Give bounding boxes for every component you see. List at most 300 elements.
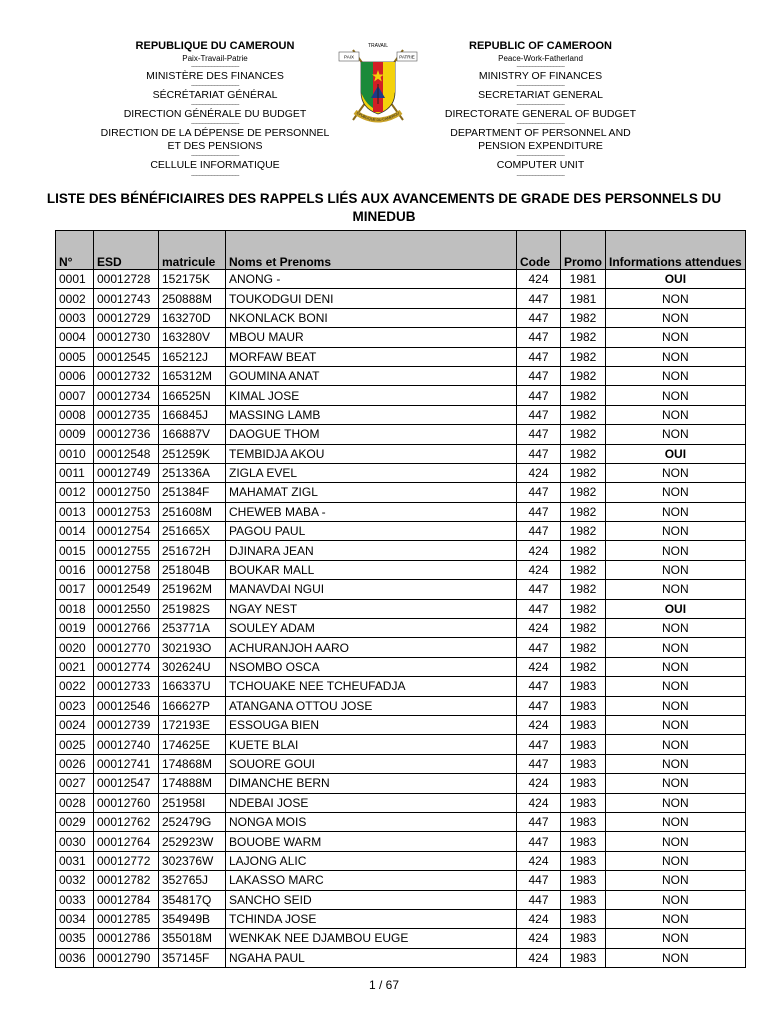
- cell-code: 447: [517, 483, 561, 502]
- cell-promo: 1982: [561, 619, 606, 638]
- column-header-info: Informations attendues: [606, 231, 746, 270]
- department-en: DEPARTMENT OF PERSONNEL AND PENSION EXPENDITURE: [450, 127, 631, 153]
- cell-number: 0036: [56, 948, 94, 967]
- cell-code: 447: [517, 502, 561, 521]
- cell-esd: 00012754: [94, 522, 159, 541]
- ministry-en: MINISTRY OF FINANCES: [478, 69, 603, 82]
- department-fr: DIRECTION DE LA DÉPENSE DE PERSONNEL ET DES PENSIONS: [100, 127, 330, 153]
- table-row: [56, 774, 746, 793]
- cell-matricule: 302624U: [159, 657, 226, 676]
- unit-en: COMPUTER UNIT: [496, 159, 585, 172]
- cell-matricule: 251384F: [159, 483, 226, 502]
- cell-name: LAKASSO MARC: [226, 871, 517, 890]
- table-row: [56, 812, 746, 831]
- cell-code: 447: [517, 599, 561, 618]
- cell-promo: 1982: [561, 347, 606, 366]
- cell-esd: 00012732: [94, 366, 159, 385]
- cell-promo: 1983: [561, 832, 606, 851]
- cell-matricule: 252479G: [159, 812, 226, 831]
- cell-esd: 00012772: [94, 851, 159, 870]
- cell-info: NON: [606, 560, 746, 579]
- cell-info: NON: [606, 871, 746, 890]
- cell-esd: 00012790: [94, 948, 159, 967]
- cell-number: 0025: [56, 735, 94, 754]
- cell-code: 447: [517, 735, 561, 754]
- cell-name: DIMANCHE BERN: [226, 774, 517, 793]
- cell-matricule: 166627P: [159, 696, 226, 715]
- cell-name: ANONG -: [226, 270, 517, 289]
- table-header-row: [56, 231, 746, 270]
- cell-esd: 00012736: [94, 425, 159, 444]
- cell-name: MAHAMAT ZIGL: [226, 483, 517, 502]
- cell-promo: 1983: [561, 715, 606, 734]
- cell-esd: 00012739: [94, 715, 159, 734]
- emblem-band-text: ÉPUBLIQUE DU CAMEROU: [355, 111, 401, 123]
- cell-promo: 1983: [561, 851, 606, 870]
- cell-promo: 1982: [561, 560, 606, 579]
- cell-info: NON: [606, 774, 746, 793]
- cell-matricule: 251336A: [159, 463, 226, 482]
- cell-info: NON: [606, 696, 746, 715]
- cell-code: 424: [517, 270, 561, 289]
- cell-promo: 1983: [561, 754, 606, 773]
- table-row: [56, 735, 746, 754]
- cell-name: LAJONG ALIC: [226, 851, 517, 870]
- cell-code: 424: [517, 541, 561, 560]
- cell-info: NON: [606, 405, 746, 424]
- cell-code: 447: [517, 444, 561, 463]
- cell-promo: 1982: [561, 366, 606, 385]
- cell-number: 0003: [56, 308, 94, 327]
- cell-name: ACHURANJOH AARO: [226, 638, 517, 657]
- separator: --------------------------------: [191, 121, 239, 128]
- cell-name: SANCHO SEID: [226, 890, 517, 909]
- cell-info: NON: [606, 735, 746, 754]
- table-row: [56, 599, 746, 618]
- cell-code: 424: [517, 657, 561, 676]
- cell-info: NON: [606, 832, 746, 851]
- table-row: [56, 657, 746, 676]
- table-row: [56, 580, 746, 599]
- cell-number: 0032: [56, 871, 94, 890]
- cell-number: 0012: [56, 483, 94, 502]
- cell-matricule: 166845J: [159, 405, 226, 424]
- cell-name: DAOGUE THOM: [226, 425, 517, 444]
- beneficiaries-table-container: [55, 230, 746, 968]
- cell-number: 0023: [56, 696, 94, 715]
- cell-matricule: 165212J: [159, 347, 226, 366]
- cell-matricule: 174625E: [159, 735, 226, 754]
- cell-esd: 00012550: [94, 599, 159, 618]
- table-row: [56, 463, 746, 482]
- cell-promo: 1983: [561, 793, 606, 812]
- cell-promo: 1982: [561, 483, 606, 502]
- cell-number: 0002: [56, 289, 94, 308]
- cell-info: NON: [606, 308, 746, 327]
- cell-matricule: 251672H: [159, 541, 226, 560]
- cell-promo: 1982: [561, 386, 606, 405]
- separator: --------------------------------: [516, 121, 565, 128]
- cell-name: TEMBIDJA AKOU: [226, 444, 517, 463]
- cell-info: NON: [606, 366, 746, 385]
- cell-name: TOUKODGUI DENI: [226, 289, 517, 308]
- cell-matricule: 251962M: [159, 580, 226, 599]
- cell-code: 447: [517, 405, 561, 424]
- cell-number: 0027: [56, 774, 94, 793]
- cell-info: NON: [606, 580, 746, 599]
- table-row: [56, 638, 746, 657]
- cell-promo: 1982: [561, 444, 606, 463]
- cell-name: MASSING LAMB: [226, 405, 517, 424]
- cell-info: NON: [606, 890, 746, 909]
- cell-code: 447: [517, 328, 561, 347]
- cell-info: NON: [606, 522, 746, 541]
- cell-number: 0017: [56, 580, 94, 599]
- cell-esd: 00012766: [94, 619, 159, 638]
- cell-name: NGAHA PAUL: [226, 948, 517, 967]
- cell-number: 0019: [56, 619, 94, 638]
- cell-name: NONGA MOIS: [226, 812, 517, 831]
- cell-number: 0028: [56, 793, 94, 812]
- cell-esd: 00012730: [94, 328, 159, 347]
- cell-promo: 1983: [561, 890, 606, 909]
- table-row: [56, 289, 746, 308]
- cell-matricule: 165312M: [159, 366, 226, 385]
- separator: --------------------------------: [191, 82, 239, 89]
- country-name-en: REPUBLIC OF CAMEROON: [469, 40, 612, 52]
- header-left-french: [95, 40, 335, 179]
- cell-matricule: 251958I: [159, 793, 226, 812]
- cell-esd: 00012758: [94, 560, 159, 579]
- table-row: [56, 832, 746, 851]
- cell-number: 0018: [56, 599, 94, 618]
- cell-esd: 00012785: [94, 909, 159, 928]
- directorate-en: DIRECTORATE GENERAL OF BUDGET: [444, 108, 637, 120]
- emblem-right-text: PATRIE: [399, 54, 415, 60]
- cell-number: 0026: [56, 754, 94, 773]
- cell-matricule: 250888M: [159, 289, 226, 308]
- cell-matricule: 251804B: [159, 560, 226, 579]
- cell-info: NON: [606, 425, 746, 444]
- cell-number: 0009: [56, 425, 94, 444]
- cameroon-coat-of-arms-icon: [333, 40, 423, 130]
- cell-esd: 00012750: [94, 483, 159, 502]
- cell-name: CHEWEB MABA -: [226, 502, 517, 521]
- separator: --------------------------------: [516, 172, 565, 179]
- cell-number: 0007: [56, 386, 94, 405]
- cell-number: 0020: [56, 638, 94, 657]
- table-row: [56, 444, 746, 463]
- cell-promo: 1982: [561, 308, 606, 327]
- cell-code: 424: [517, 463, 561, 482]
- table-row: [56, 715, 746, 734]
- cell-promo: 1982: [561, 405, 606, 424]
- header-right-english: [428, 40, 653, 179]
- cell-esd: 00012548: [94, 444, 159, 463]
- cell-number: 0034: [56, 909, 94, 928]
- separator: --------------------------------: [516, 102, 565, 108]
- cell-name: KUETE BLAI: [226, 735, 517, 754]
- cell-info: NON: [606, 715, 746, 734]
- page-number: 1 / 67: [368, 978, 400, 992]
- cell-esd: 00012549: [94, 580, 159, 599]
- cell-matricule: 152175K: [159, 270, 226, 289]
- table-row: [56, 619, 746, 638]
- table-row: [56, 871, 746, 890]
- cell-number: 0016: [56, 560, 94, 579]
- cell-promo: 1982: [561, 541, 606, 560]
- cell-promo: 1983: [561, 735, 606, 754]
- cell-name: MANAVDAI NGUI: [226, 580, 517, 599]
- table-row: [56, 929, 746, 948]
- cell-esd: 00012784: [94, 890, 159, 909]
- table-row: [56, 522, 746, 541]
- cell-code: 424: [517, 560, 561, 579]
- cell-info: NON: [606, 793, 746, 812]
- cell-number: 0010: [56, 444, 94, 463]
- cell-esd: 00012740: [94, 735, 159, 754]
- cell-name: BOUKAR MALL: [226, 560, 517, 579]
- cell-name: NGAY NEST: [226, 599, 517, 618]
- cell-code: 447: [517, 366, 561, 385]
- cell-matricule: 251982S: [159, 599, 226, 618]
- cell-code: 424: [517, 715, 561, 734]
- cell-number: 0004: [56, 328, 94, 347]
- cell-esd: 00012753: [94, 502, 159, 521]
- table-row: [56, 560, 746, 579]
- cell-code: 447: [517, 425, 561, 444]
- separator: --------------------------------: [516, 63, 565, 70]
- cell-esd: 00012733: [94, 677, 159, 696]
- cell-esd: 00012782: [94, 871, 159, 890]
- cell-promo: 1982: [561, 522, 606, 541]
- cell-number: 0014: [56, 522, 94, 541]
- cell-esd: 00012760: [94, 793, 159, 812]
- cell-promo: 1982: [561, 328, 606, 347]
- cell-promo: 1983: [561, 696, 606, 715]
- cell-esd: 00012762: [94, 812, 159, 831]
- cell-esd: 00012734: [94, 386, 159, 405]
- cell-info: NON: [606, 812, 746, 831]
- cell-number: 0011: [56, 463, 94, 482]
- cell-name: TCHOUAKE NEE TCHEUFADJA: [226, 677, 517, 696]
- separator: --------------------------------: [191, 172, 239, 179]
- cell-code: 447: [517, 386, 561, 405]
- cell-number: 0030: [56, 832, 94, 851]
- cell-matricule: 163270D: [159, 308, 226, 327]
- cell-code: 447: [517, 289, 561, 308]
- cell-number: 0021: [56, 657, 94, 676]
- cell-name: ESSOUGA BIEN: [226, 715, 517, 734]
- cell-code: 447: [517, 871, 561, 890]
- cell-code: 424: [517, 929, 561, 948]
- cell-esd: 00012755: [94, 541, 159, 560]
- cell-name: WENKAK NEE DJAMBOU EUGE: [226, 929, 517, 948]
- cell-promo: 1982: [561, 463, 606, 482]
- cell-matricule: 354817Q: [159, 890, 226, 909]
- cell-esd: 00012729: [94, 308, 159, 327]
- cell-matricule: 166525N: [159, 386, 226, 405]
- table-row: [56, 696, 746, 715]
- table-row: [56, 541, 746, 560]
- cell-number: 0013: [56, 502, 94, 521]
- separator: --------------------------------: [191, 63, 239, 70]
- separator: --------------------------------: [516, 153, 565, 160]
- country-name-fr: REPUBLIQUE DU CAMEROUN: [135, 40, 295, 52]
- cell-number: 0006: [56, 366, 94, 385]
- cell-matricule: 302376W: [159, 851, 226, 870]
- cell-promo: 1983: [561, 677, 606, 696]
- cell-matricule: 253771A: [159, 619, 226, 638]
- cell-promo: 1981: [561, 289, 606, 308]
- cell-number: 0029: [56, 812, 94, 831]
- cell-number: 0005: [56, 347, 94, 366]
- cell-matricule: 163280V: [159, 328, 226, 347]
- column-header-name: Noms et Prenoms: [226, 231, 517, 270]
- cell-matricule: 352765J: [159, 871, 226, 890]
- secretariat-fr: SÉCRÉTARIAT GÉNÉRAL: [152, 88, 278, 101]
- cell-promo: 1983: [561, 774, 606, 793]
- cell-matricule: 172193E: [159, 715, 226, 734]
- table-row: [56, 502, 746, 521]
- cell-esd: 00012770: [94, 638, 159, 657]
- cell-info: NON: [606, 948, 746, 967]
- cell-code: 447: [517, 308, 561, 327]
- motto-fr: Paix-Travail-Patrie: [182, 53, 248, 63]
- cell-code: 447: [517, 890, 561, 909]
- cell-info: NON: [606, 328, 746, 347]
- beneficiaries-table: [55, 230, 746, 968]
- cell-number: 0022: [56, 677, 94, 696]
- table-row: [56, 677, 746, 696]
- table-row: [56, 366, 746, 385]
- emblem-left-text: PAIX: [344, 54, 354, 60]
- motto-en: Peace-Work-Fatherland: [498, 53, 583, 63]
- cell-promo: 1983: [561, 909, 606, 928]
- document-title: LISTE DES BÉNÉFICIAIRES DES RAPPELS LIÉS AUX AVANCEMENTS DE GRADE DES PERSONNELS DU MINEDUB: [46, 191, 722, 224]
- cell-info: NON: [606, 754, 746, 773]
- emblem-top-text: TRAVAIL: [367, 43, 389, 49]
- cell-code: 424: [517, 793, 561, 812]
- cell-info: OUI: [606, 270, 746, 289]
- cell-esd: 00012774: [94, 657, 159, 676]
- cell-promo: 1983: [561, 929, 606, 948]
- cell-esd: 00012741: [94, 754, 159, 773]
- unit-fr: CELLULE INFORMATIQUE: [150, 159, 280, 172]
- cell-promo: 1982: [561, 638, 606, 657]
- cell-info: NON: [606, 347, 746, 366]
- cell-info: NON: [606, 541, 746, 560]
- cell-info: NON: [606, 851, 746, 870]
- cell-code: 447: [517, 832, 561, 851]
- cell-code: 424: [517, 774, 561, 793]
- cell-code: 424: [517, 851, 561, 870]
- table-row: [56, 347, 746, 366]
- cell-info: NON: [606, 657, 746, 676]
- cell-name: ATANGANA OTTOU JOSE: [226, 696, 517, 715]
- cell-info: OUI: [606, 444, 746, 463]
- cell-esd: 00012735: [94, 405, 159, 424]
- cell-code: 424: [517, 619, 561, 638]
- cell-promo: 1983: [561, 812, 606, 831]
- column-header-code: Code: [517, 231, 561, 270]
- cell-name: NDEBAI JOSE: [226, 793, 517, 812]
- cell-esd: 00012749: [94, 463, 159, 482]
- cell-info: NON: [606, 677, 746, 696]
- column-header-number: N°: [56, 231, 94, 270]
- cell-code: 447: [517, 677, 561, 696]
- table-row: [56, 754, 746, 773]
- cell-name: PAGOU PAUL: [226, 522, 517, 541]
- table-row: [56, 793, 746, 812]
- cell-name: ZIGLA EVEL: [226, 463, 517, 482]
- separator: --------------------------------: [191, 102, 239, 108]
- cell-esd: 00012786: [94, 929, 159, 948]
- cell-matricule: 251665X: [159, 522, 226, 541]
- cell-promo: 1982: [561, 599, 606, 618]
- cell-matricule: 357145F: [159, 948, 226, 967]
- table-row: [56, 909, 746, 928]
- cell-esd: 00012728: [94, 270, 159, 289]
- cell-esd: 00012545: [94, 347, 159, 366]
- table-row: [56, 483, 746, 502]
- cell-number: 0015: [56, 541, 94, 560]
- cell-info: NON: [606, 289, 746, 308]
- cell-code: 447: [517, 522, 561, 541]
- cell-matricule: 252923W: [159, 832, 226, 851]
- table-row: [56, 405, 746, 424]
- cell-promo: 1983: [561, 948, 606, 967]
- cell-name: NSOMBO OSCA: [226, 657, 517, 676]
- cell-number: 0031: [56, 851, 94, 870]
- cell-name: DJINARA JEAN: [226, 541, 517, 560]
- table-row: [56, 270, 746, 289]
- cell-name: SOUORE GOUI: [226, 754, 517, 773]
- table-body: [56, 270, 746, 968]
- cell-name: MBOU MAUR: [226, 328, 517, 347]
- secretariat-en: SECRETARIAT GENERAL: [478, 88, 603, 101]
- separator: --------------------------------: [516, 82, 565, 89]
- column-header-esd: ESD: [94, 231, 159, 270]
- ministry-fr: MINISTÈRE DES FINANCES: [146, 69, 284, 82]
- table-row: [56, 851, 746, 870]
- cell-promo: 1983: [561, 871, 606, 890]
- cell-promo: 1982: [561, 425, 606, 444]
- cell-matricule: 174888M: [159, 774, 226, 793]
- table-row: [56, 308, 746, 327]
- column-header-matricule: matricule: [159, 231, 226, 270]
- cell-matricule: 302193O: [159, 638, 226, 657]
- cell-matricule: 355018M: [159, 929, 226, 948]
- cell-name: NKONLACK BONI: [226, 308, 517, 327]
- cell-matricule: 251259K: [159, 444, 226, 463]
- cell-info: NON: [606, 502, 746, 521]
- cell-esd: 00012547: [94, 774, 159, 793]
- cell-code: 424: [517, 909, 561, 928]
- cell-info: NON: [606, 909, 746, 928]
- table-row: [56, 386, 746, 405]
- cell-code: 447: [517, 754, 561, 773]
- cell-matricule: 166887V: [159, 425, 226, 444]
- cell-number: 0033: [56, 890, 94, 909]
- cell-code: 447: [517, 580, 561, 599]
- cell-info: NON: [606, 619, 746, 638]
- column-header-promo: Promo: [561, 231, 606, 270]
- cell-name: MORFAW BEAT: [226, 347, 517, 366]
- cell-name: BOUOBE WARM: [226, 832, 517, 851]
- cell-promo: 1982: [561, 657, 606, 676]
- separator: --------------------------------: [191, 153, 239, 160]
